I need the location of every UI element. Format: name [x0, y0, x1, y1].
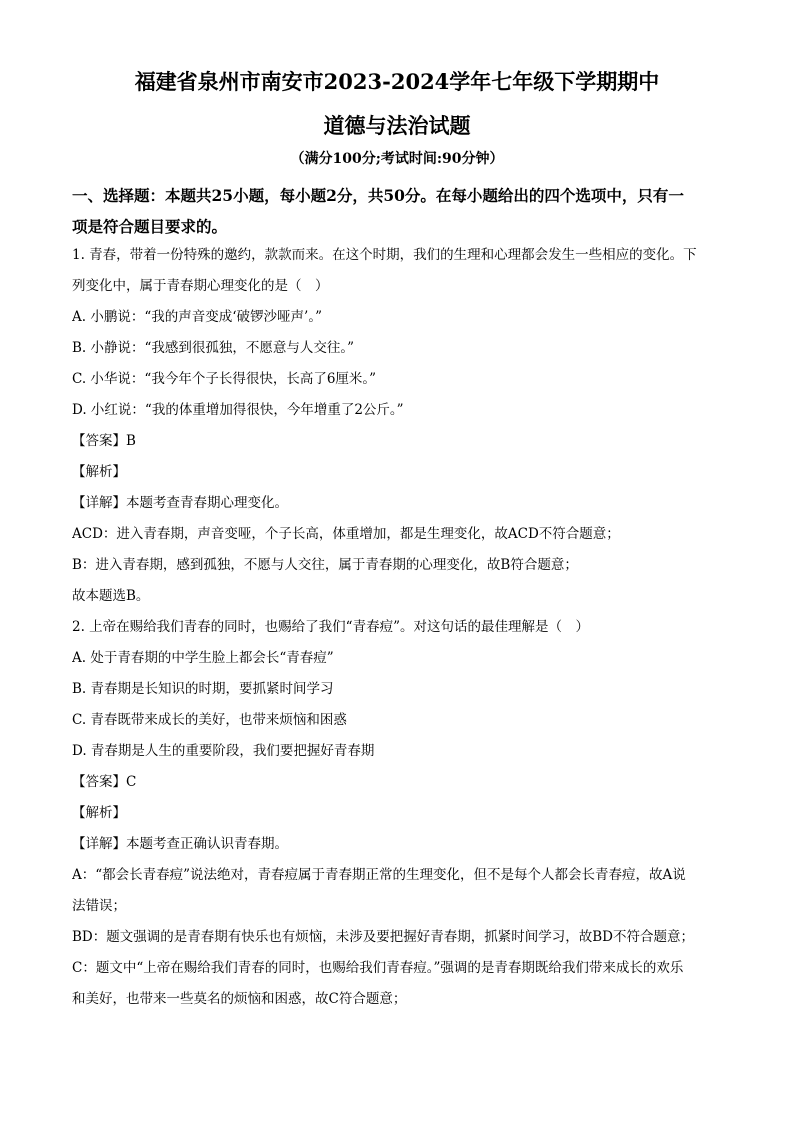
- q1-option-c: C. 小华说：“我今年个子长得很快，长高了6厘米。”: [72, 371, 377, 387]
- q1-option-d: D. 小红说：“我的体重增加得很快，今年增重了2公斤。”: [72, 402, 404, 418]
- question-2: [72, 612, 724, 1015]
- q2-detail: 【详解】本题考查正确认识青春期。: [72, 836, 288, 852]
- q2-option-d: D. 青春期是人生的重要阶段，我们要把握好青春期: [72, 743, 375, 759]
- exam-info: （满分100分;考试时间:90分钟）: [290, 151, 504, 167]
- q1-detail: 【详解】本题考查青春期心理变化。: [72, 495, 288, 511]
- subject-title: 道德与法治试题: [323, 113, 471, 138]
- question-1: [72, 240, 724, 612]
- q1-option-b: B. 小静说：“我感到很孤独，不愿意与人交往。”: [72, 340, 355, 356]
- q2-explain-a-line-1: A：“都会长青春痘”说法绝对，青春痘属于青春期正常的生理变化，但不是每个人都会长青春痘，故A说: [72, 867, 686, 883]
- q1-explain-1: ACD：进入青春期，声音变哑，个子长高，体重增加，都是生理变化，故ACD不符合题意；: [72, 526, 620, 542]
- questions-body: [72, 240, 724, 1015]
- section-heading-line-1: 一、选择题：本题共25小题，每小题2分，共50分。在每小题给出的四个选项中，只有一: [72, 186, 684, 205]
- q2-explain-bd: BD：题文强调的是青春期有快乐也有烦恼，未涉及要把握好青春期，抓紧时间学习，故BD不符合题意；: [72, 929, 694, 945]
- q1-answer: 【答案】B: [72, 433, 136, 449]
- q2-answer: 【答案】C: [72, 774, 137, 790]
- q2-option-b: B. 青春期是长知识的时期，要抓紧时间学习: [72, 681, 334, 697]
- q2-analysis-label: 【解析】: [72, 805, 126, 821]
- q1-conclusion: 故本题选B。: [72, 588, 150, 604]
- q2-explain-a-line-2: 法错误；: [72, 898, 126, 914]
- q1-option-a: A. 小鹏说：“我的声音变成‘破锣沙哑声’。”: [72, 309, 322, 325]
- q1-explain-2: B：进入青春期，感到孤独，不愿与人交往，属于青春期的心理变化，故B符合题意；: [72, 557, 578, 573]
- document-title: 福建省泉州市南安市2023-2024学年七年级下学期期中: [134, 69, 660, 94]
- q2-stem: 2. 上帝在赐给我们青春的同时，也赐给了我们“青春痘”。对这句话的最佳理解是（ ）: [72, 619, 589, 635]
- q2-option-a: A. 处于青春期的中学生脸上都会长“青春痘”: [72, 650, 334, 666]
- q2-explain-c-line-2: 和美好，也带来一些莫名的烦恼和困惑，故C符合题意；: [72, 991, 407, 1007]
- q2-option-c: C. 青春既带来成长的美好，也带来烦恼和困惑: [72, 712, 347, 728]
- q1-stem-line-1: 1. 青春，带着一份特殊的邀约，款款而来。在这个时期，我们的生理和心理都会发生一些相应的变化。下: [72, 247, 697, 263]
- q1-analysis-label: 【解析】: [72, 464, 126, 480]
- q2-explain-c-line-1: C：题文中“上帝在赐给我们青春的同时，也赐给我们青春痘。”强调的是青春期既给我们带来成长的欢乐: [72, 960, 684, 976]
- q1-stem-line-2: 列变化中，属于青春期心理变化的是（ ）: [72, 278, 329, 294]
- section-heading-line-2: 项是符合题目要求的。: [72, 217, 228, 236]
- section-heading: [72, 180, 722, 242]
